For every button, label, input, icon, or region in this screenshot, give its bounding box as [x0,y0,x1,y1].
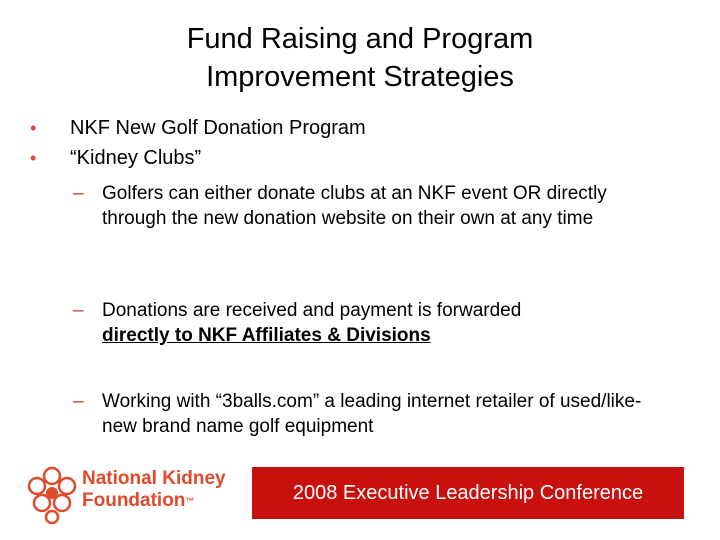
sub-bullet-text: Working with “3balls.com” a leading internet retailer of used/like-new brand name golf equipment [102,391,642,437]
sub-bullet-1 [73,181,673,231]
sub-bullet-text: Donations are received and payment is forwarded [102,300,522,321]
bullet-dot-icon: • [30,148,37,168]
bullet-item [30,113,690,143]
title-line-1: Fund Raising and Program [186,23,534,55]
nkf-logo [22,462,252,526]
bullet-text: NKF New Golf Donation Program [70,117,366,139]
logo-line-2: Foundation™ [82,490,195,511]
affiliates-link-text: directly to NKF Affiliates & Divisions [102,325,431,346]
sub-bullet-2 [73,298,673,348]
logo-wordmark [82,468,226,512]
bullet-item [30,143,690,173]
dash-icon: – [73,183,84,204]
slide-title [0,20,720,96]
bullet-dot-icon: • [30,118,37,138]
nkf-flower-icon [22,462,82,526]
conference-banner: 2008 Executive Leadership Conference [252,467,684,519]
bullet-text: “Kidney Clubs” [70,147,202,169]
logo-line-1: National Kidney [82,468,226,489]
title-line-2: Improvement Strategies [206,61,514,93]
dash-icon: – [73,391,84,412]
dash-icon: – [73,300,84,321]
sub-bullet-3 [73,389,673,439]
bullet-list [30,113,690,173]
sub-bullet-text: Golfers can either donate clubs at an NKF event OR directly through the new donation website on their own at any time [102,183,607,229]
